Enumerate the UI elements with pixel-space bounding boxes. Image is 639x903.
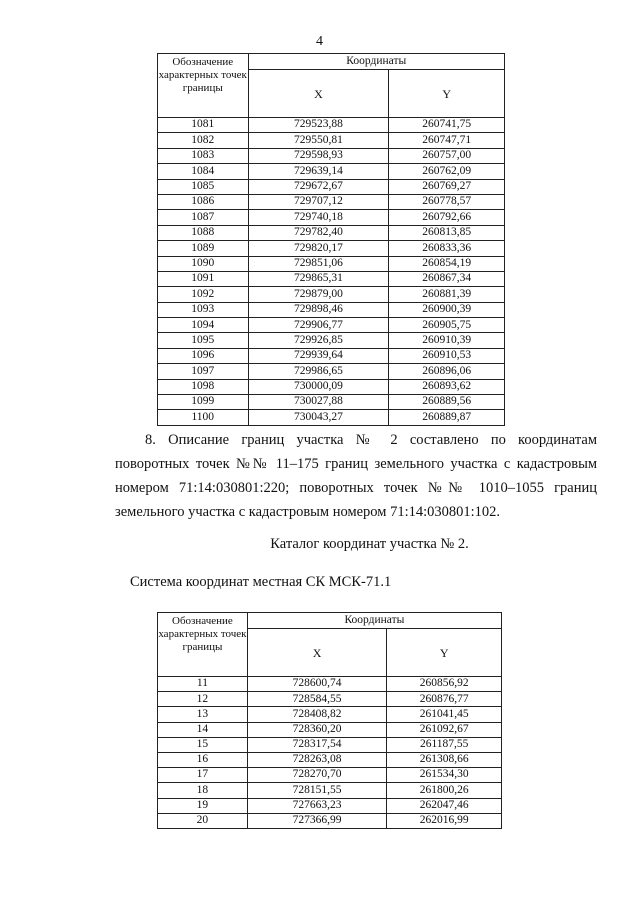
y-coordinate-cell: 260910,53: [389, 348, 505, 363]
x-coordinate-cell: 729598,93: [248, 148, 389, 163]
x-coordinate-cell: 729986,65: [248, 364, 389, 379]
table-row: [158, 148, 505, 163]
coordinates-table-2: [157, 612, 502, 829]
x-coordinate-cell: 729926,85: [248, 333, 389, 348]
y-coordinate-cell: 260889,87: [389, 410, 505, 425]
y-coordinate-cell: 260757,00: [389, 148, 505, 163]
y-coordinate-cell: 260900,39: [389, 302, 505, 317]
x-coordinate-cell: 728600,74: [247, 677, 387, 692]
y-coordinate-cell: 260747,71: [389, 133, 505, 148]
point-id-cell: 11: [158, 677, 248, 692]
header-coordinates: Координаты: [247, 613, 501, 629]
x-coordinate-cell: 728151,55: [247, 783, 387, 798]
x-coordinate-cell: 729898,46: [248, 302, 389, 317]
point-id-cell: 1094: [158, 318, 249, 333]
table-row: [158, 798, 502, 813]
header-x: X: [247, 629, 387, 677]
table-row: [158, 707, 502, 722]
table-row: [158, 241, 505, 256]
y-coordinate-cell: 261187,55: [387, 737, 502, 752]
table-row: [158, 194, 505, 209]
y-coordinate-cell: 261092,67: [387, 722, 502, 737]
header-designation: Обозначение характерных точек границы: [158, 54, 249, 118]
x-coordinate-cell: 729550,81: [248, 133, 389, 148]
header-y: Y: [389, 70, 505, 118]
table-row: [158, 302, 505, 317]
point-id-cell: 1081: [158, 118, 249, 133]
table-row: [158, 752, 502, 767]
table-row: [158, 677, 502, 692]
x-coordinate-cell: 729879,00: [248, 287, 389, 302]
y-coordinate-cell: 260867,34: [389, 271, 505, 286]
y-coordinate-cell: 260833,36: [389, 241, 505, 256]
table-row: [158, 333, 505, 348]
point-id-cell: 20: [158, 813, 248, 828]
x-coordinate-cell: 730027,88: [248, 395, 389, 410]
point-id-cell: 1082: [158, 133, 249, 148]
table-row: [158, 379, 505, 394]
boundary-description: 8. Описание границ участка № 2 составлено по координатам поворотных точек №№ 11–175 границ земельного участка с кадастровым номером 71:14:030801:220; поворотных точек №№ 1010–1055 границ земельного участка с кадастровым номером 71:14:030801:102.: [115, 432, 597, 520]
y-coordinate-cell: 260792,66: [389, 210, 505, 225]
y-coordinate-cell: 260889,56: [389, 395, 505, 410]
y-coordinate-cell: 260741,75: [389, 118, 505, 133]
point-id-cell: 15: [158, 737, 248, 752]
table-row: [158, 271, 505, 286]
point-id-cell: 19: [158, 798, 248, 813]
table-row: [158, 318, 505, 333]
y-coordinate-cell: 260893,62: [389, 379, 505, 394]
table-row: [158, 692, 502, 707]
table-row: [158, 225, 505, 240]
y-coordinate-cell: 260896,06: [389, 364, 505, 379]
catalog-title: Каталог координат участка № 2.: [270, 536, 469, 552]
table-row: [158, 210, 505, 225]
x-coordinate-cell: 729523,88: [248, 118, 389, 133]
header-coordinates: Координаты: [248, 54, 504, 70]
header-designation: Обозначение характерных точек границы: [158, 613, 248, 677]
x-coordinate-cell: 729639,14: [248, 164, 389, 179]
table-row: [158, 133, 505, 148]
point-id-cell: 17: [158, 768, 248, 783]
x-coordinate-cell: 728408,82: [247, 707, 387, 722]
table-row: [158, 410, 505, 425]
x-coordinate-cell: 728263,08: [247, 752, 387, 767]
table-body: [158, 677, 502, 829]
x-coordinate-cell: 729851,06: [248, 256, 389, 271]
coordinates-table-1: [157, 53, 505, 426]
x-coordinate-cell: 729782,40: [248, 225, 389, 240]
y-coordinate-cell: 261800,26: [387, 783, 502, 798]
y-coordinate-cell: 260769,27: [389, 179, 505, 194]
y-coordinate-cell: 262016,99: [387, 813, 502, 828]
point-id-cell: 1083: [158, 148, 249, 163]
point-id-cell: 1089: [158, 241, 249, 256]
y-coordinate-cell: 262047,46: [387, 798, 502, 813]
table-row: [158, 256, 505, 271]
x-coordinate-cell: 729865,31: [248, 271, 389, 286]
x-coordinate-cell: 729939,64: [248, 348, 389, 363]
table-row: [158, 348, 505, 363]
x-coordinate-cell: 729707,12: [248, 194, 389, 209]
point-id-cell: 1086: [158, 194, 249, 209]
y-coordinate-cell: 260881,39: [389, 287, 505, 302]
y-coordinate-cell: 260910,39: [389, 333, 505, 348]
point-id-cell: 16: [158, 752, 248, 767]
point-id-cell: 1092: [158, 287, 249, 302]
x-coordinate-cell: 730043,27: [248, 410, 389, 425]
header-x: X: [248, 70, 389, 118]
table-row: [158, 395, 505, 410]
point-id-cell: 18: [158, 783, 248, 798]
x-coordinate-cell: 728270,70: [247, 768, 387, 783]
y-coordinate-cell: 260854,19: [389, 256, 505, 271]
y-coordinate-cell: 261041,45: [387, 707, 502, 722]
y-coordinate-cell: 261308,66: [387, 752, 502, 767]
point-id-cell: 1097: [158, 364, 249, 379]
y-coordinate-cell: 260813,85: [389, 225, 505, 240]
point-id-cell: 14: [158, 722, 248, 737]
table-row: [158, 722, 502, 737]
table-row: [158, 164, 505, 179]
point-id-cell: 1099: [158, 395, 249, 410]
page-number: 4: [316, 34, 323, 49]
table-row: [158, 118, 505, 133]
x-coordinate-cell: 729672,67: [248, 179, 389, 194]
y-coordinate-cell: 260876,77: [387, 692, 502, 707]
x-coordinate-cell: 728317,54: [247, 737, 387, 752]
x-coordinate-cell: 729740,18: [248, 210, 389, 225]
table-row: [158, 783, 502, 798]
point-id-cell: 1093: [158, 302, 249, 317]
point-id-cell: 1095: [158, 333, 249, 348]
table-row: [158, 737, 502, 752]
x-coordinate-cell: 729906,77: [248, 318, 389, 333]
point-id-cell: 1096: [158, 348, 249, 363]
point-id-cell: 1088: [158, 225, 249, 240]
point-id-cell: 1091: [158, 271, 249, 286]
table-row: [158, 179, 505, 194]
y-coordinate-cell: 261534,30: [387, 768, 502, 783]
header-y: Y: [387, 629, 502, 677]
y-coordinate-cell: 260905,75: [389, 318, 505, 333]
point-id-cell: 1098: [158, 379, 249, 394]
point-id-cell: 1087: [158, 210, 249, 225]
y-coordinate-cell: 260778,57: [389, 194, 505, 209]
x-coordinate-cell: 727366,99: [247, 813, 387, 828]
x-coordinate-cell: 729820,17: [248, 241, 389, 256]
y-coordinate-cell: 260762,09: [389, 164, 505, 179]
y-coordinate-cell: 260856,92: [387, 677, 502, 692]
x-coordinate-cell: 728584,55: [247, 692, 387, 707]
point-id-cell: 13: [158, 707, 248, 722]
point-id-cell: 12: [158, 692, 248, 707]
coordinate-system-label: Система координат местная СК МСК-71.1: [130, 574, 392, 590]
point-id-cell: 1084: [158, 164, 249, 179]
x-coordinate-cell: 728360,20: [247, 722, 387, 737]
x-coordinate-cell: 730000,09: [248, 379, 389, 394]
table-body: [158, 118, 505, 426]
table-row: [158, 768, 502, 783]
x-coordinate-cell: 727663,23: [247, 798, 387, 813]
point-id-cell: 1085: [158, 179, 249, 194]
table-row: [158, 813, 502, 828]
point-id-cell: 1090: [158, 256, 249, 271]
point-id-cell: 1100: [158, 410, 249, 425]
table-row: [158, 364, 505, 379]
table-row: [158, 287, 505, 302]
